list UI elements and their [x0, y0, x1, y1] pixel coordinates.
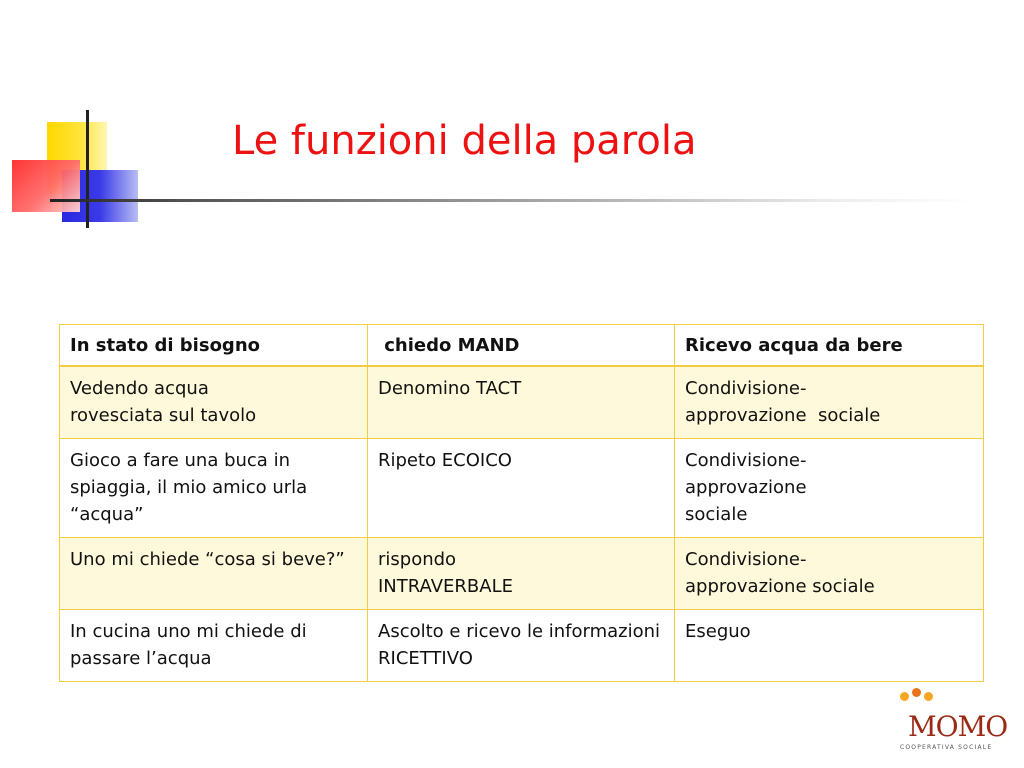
table-cell: Eseguo	[675, 610, 984, 682]
logo-figure-icon	[912, 688, 921, 697]
logo-figure-icon	[900, 692, 909, 701]
table-row	[60, 439, 984, 538]
logo-subtitle: COOPERATIVA SOCIALE	[900, 744, 993, 751]
slide-title: Le funzioni della parola	[232, 118, 697, 164]
logo-figure-icon	[924, 692, 933, 701]
table-header-cell: Ricevo acqua da bere	[675, 325, 984, 367]
table-cell: In cucina uno mi chiede di passare l’acqua	[60, 610, 368, 682]
table-cell: rispondo INTRAVERBALE	[368, 538, 675, 610]
vertical-line-decoration	[86, 110, 89, 228]
table-cell: Gioco a fare una buca in spiaggia, il mio amico urla “acqua”	[60, 439, 368, 538]
table-cell: Condivisione- approvazione sociale	[675, 538, 984, 610]
table-header-cell: chiedo MAND	[368, 325, 675, 367]
table-cell: Ascolto e ricevo le informazioni RICETTIVO	[368, 610, 675, 682]
logo-name: MOMO	[908, 710, 1008, 743]
table-cell: Condivisione- approvazione sociale	[675, 439, 984, 538]
title-underline	[50, 199, 980, 202]
red-square-decoration	[12, 160, 80, 212]
table-cell: Denomino TACT	[368, 366, 675, 439]
functions-table-container	[59, 324, 983, 682]
table-cell: Uno mi chiede “cosa si beve?”	[60, 538, 368, 610]
table-row	[60, 610, 984, 682]
table-cell: Condivisione- approvazione sociale	[675, 366, 984, 439]
momo-logo	[896, 688, 1006, 758]
functions-table	[59, 324, 984, 682]
table-header-row	[60, 325, 984, 367]
table-header-cell: In stato di bisogno	[60, 325, 368, 367]
table-cell: Ripeto ECOICO	[368, 439, 675, 538]
corner-decoration	[0, 0, 140, 240]
table-row	[60, 538, 984, 610]
table-cell: Vedendo acqua rovesciata sul tavolo	[60, 366, 368, 439]
table-row	[60, 366, 984, 439]
